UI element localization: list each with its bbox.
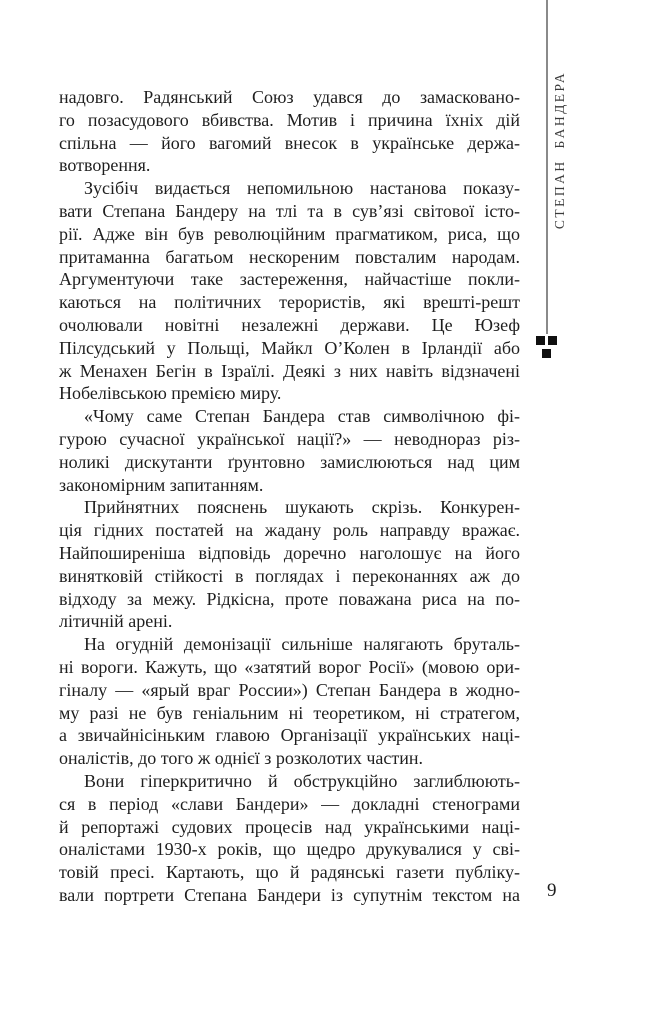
margin-rule	[546, 0, 548, 334]
text-line: рії. Адже він був революційним прагматиком, риса, що	[59, 223, 520, 244]
text-line: й репортажі судових процесів над українськими наці-	[59, 816, 520, 837]
text-line: каються на політичних терористів, які врешті-решт	[59, 292, 520, 313]
page-number: 9	[547, 880, 557, 901]
text-line: Нобелівською премією миру.	[59, 383, 282, 404]
text-line: літичній арені.	[59, 611, 173, 632]
ornament-square	[542, 349, 551, 358]
text-line: вали портрети Степана Бандери із супутнім текстом на	[59, 884, 520, 905]
text-line: Пілсудський у Польщі, Майкл О’Колен в Ірландії або	[59, 337, 520, 358]
text-line: закономірним запитанням.	[59, 474, 264, 495]
text-line: а звичайнісіньким главою Організації українських наці-	[59, 725, 520, 746]
page-text	[59, 86, 520, 907]
text-line: Найпоширеніша відповідь доречно наголошує на його	[59, 542, 520, 563]
text-line: гурою сучасної української нації?» — неводнораз різ-	[59, 428, 520, 449]
text-line: Зусібіч видається непомильною настанова показу-	[84, 178, 520, 199]
running-title: СТЕПАН БАНДЕРА	[552, 70, 567, 230]
text-line: вати Степана Бандеру на тлі та в сув’язі світової істо-	[59, 200, 520, 221]
text-line: На огудній демонізації сильніше налягають бруталь-	[84, 634, 520, 655]
text-line: товій пресі. Картають, що й радянські газети публіку-	[59, 862, 520, 883]
text-line: ж Менахен Бегін в Ізраїлі. Деякі з них навіть відзначені	[59, 360, 520, 381]
text-line: ція гідних постатей на жадану роль направду вражає.	[59, 520, 520, 541]
text-line: Прийнятних пояснень шукають скрізь. Конкурен-	[84, 497, 520, 518]
text-line: гіналу — «ярый враг России») Степан Бандера в жодно-	[59, 679, 520, 700]
text-line: Аргументуючи таке застереження, найчастіше покли-	[59, 269, 520, 290]
text-line: спільна — його вагомий внесок в українське держа-	[59, 132, 520, 153]
text-line: надовго. Радянський Союз удався до замасковано-	[59, 87, 520, 107]
text-line: ноликі дискутанти ґрунтовно замислюються над цим	[59, 451, 520, 472]
ornament-square	[548, 336, 557, 345]
text-line: оналістами 1930-х років, що щедро друкувалися у сві-	[59, 839, 520, 860]
text-line: му разі не був геніальним ні теоретиком, ні стратегом,	[59, 702, 520, 723]
three-squares-ornament-icon	[536, 336, 558, 359]
text-line: ні вороги. Кажуть, що «затятий ворог Росії» (мовою ори-	[59, 656, 520, 677]
text-line: відходу за межу. Рідкісна, проте поважана риса на по-	[59, 588, 520, 609]
ornament-square	[536, 336, 545, 345]
text-line: очолювали новітні незалежні держави. Це Юзеф	[59, 314, 520, 335]
text-line: ся в період «слави Бандери» — докладні стенограми	[59, 793, 520, 814]
text-line: Вони гіперкритично й обструкційно заглиблюють-	[84, 770, 520, 791]
text-line: оналістів, до того ж однієї з розколотих частин.	[59, 748, 423, 769]
text-line: притаманна багатьом нескореним повсталим народам.	[59, 246, 520, 267]
text-line: винятковій стійкості в поглядах і переконаннях аж до	[59, 565, 520, 586]
text-line: го позасудового вбивства. Мотив і причина їхніх дій	[59, 109, 520, 130]
text-line: вотворення.	[59, 155, 151, 176]
text-line: «Чому саме Степан Бандера став символічною фі-	[84, 406, 520, 427]
